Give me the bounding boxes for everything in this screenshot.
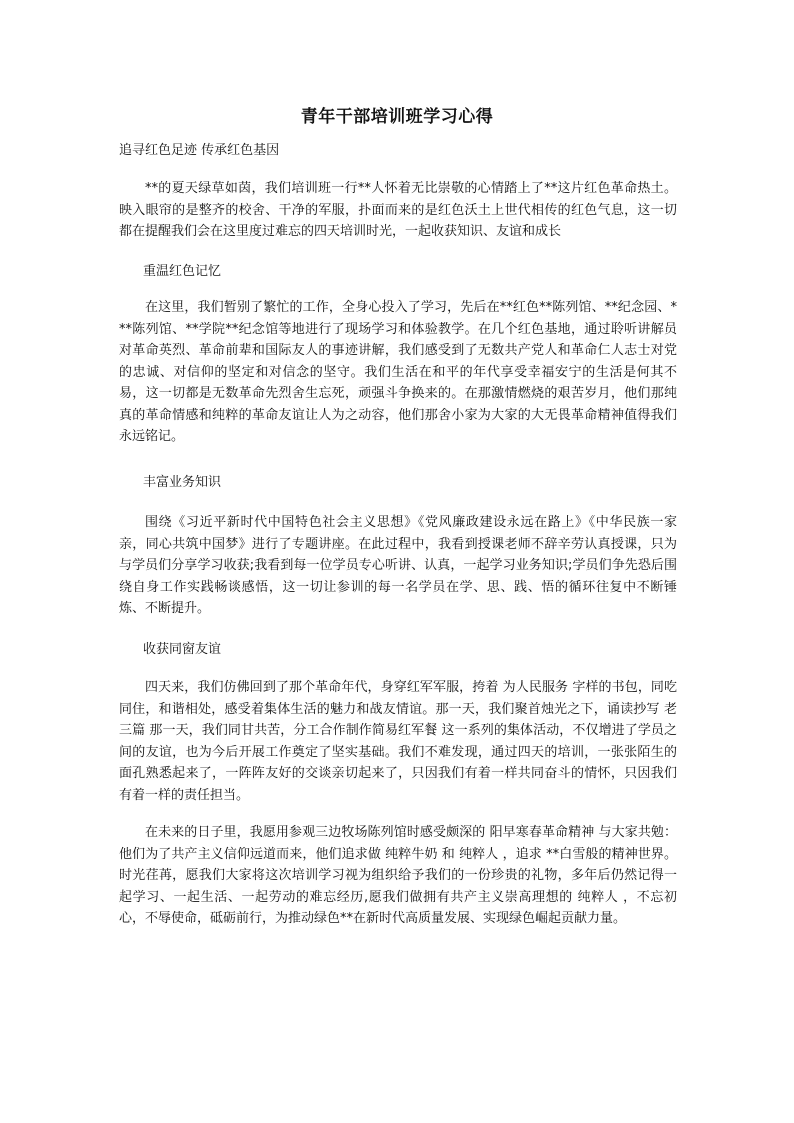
closing-paragraph: 在未来的日子里，我愿用参观三边牧场陈列馆时感受颇深的 阳早寒春革命精神 与大家共勉：他们为了共产主义信仰远道而来，他们追求做 纯粹牛奶 和 纯粹人 ，追求 **白雪般的精神世界。时光荏苒，愿我们大家将这次培训学习视为组织给予我们的一份珍贵的礼物，多年后仍然记得一起学习、一起生活、一起劳动的难忘经历,愿我们做拥有共产主义崇高理想的 纯粹人 ，不忘初心，不辱使命，砥砺前行，为推动绿色**在新时代高质量发展、实现绿色崛起贡献力量。 xyxy=(119,825,677,926)
section-heading: 收获同窗友谊 xyxy=(143,642,222,657)
section-body: 围绕《习近平新时代中国特色社会主义思想》《党风廉政建设永远在路上》《中华民族一家亲，同心共筑中国梦》进行了专题讲座。在此过程中，我看到授课老师不辞辛劳认真授课，只为与学员们分享学习收获;我看到每一位学员专心听讲、认真，一起学习业务知识;学员们争先恐后围绕自身工作实践畅谈感悟，这一切让参训的每一名学员在学、思、践、悟的循环往复中不断锤炼、不断提升。 xyxy=(119,515,677,616)
section-heading: 丰富业务知识 xyxy=(143,475,222,490)
section-heading: 重温红色记忆 xyxy=(143,264,222,279)
section-body: 四天来，我们仿佛回到了那个革命年代，身穿红军军服，挎着 为人民服务 字样的书包，同吃同住，和谐相处，感受着集体生活的魅力和战友情谊。那一天，我们聚首烛光之下，诵读抄写 老三篇 那一天，我们同甘共苦，分工合作制作简易红军餐 这一系列的集体活动，不仅增进了学员之间的友谊，也为今后开展工作奠定了坚实基础。我们不难发现，通过四天的培训，一张张陌生的面孔熟悉起来了，一阵阵友好的交谈亲切起来了，只因我们有着一样共同奋斗的情怀，只因我们有着一样的责任担当。 xyxy=(119,680,677,803)
document-subtitle: 追寻红色足迹 传承红色基因 xyxy=(119,143,280,158)
document-title: 青年干部培训班学习心得 xyxy=(300,107,494,127)
intro-paragraph: **的夏天绿草如茵，我们培训班一行**人怀着无比崇敬的心情踏上了**这片红色革命热土。映入眼帘的是整齐的校舍、干净的军服，扑面而来的是红色沃土上世代相传的红色气息，这一切都在提醒我们会在这里度过难忘的四天培训时光，一起收获知识、友谊和成长 xyxy=(119,181,677,239)
section-body: 在这里，我们暂别了繁忙的工作，全身心投入了学习，先后在**红色**陈列馆、**纪念园、***陈列馆、**学院**纪念馆等地进行了现场学习和体验教学。在几个红色基地，通过聆听讲解员对革命英烈、革命前辈和国际友人的事迹讲解，我们感受到了无数共产党人和革命仁人志士对党的忠诚、对信仰的坚定和对信念的坚守。我们生活在和平的年代享受幸福安宁的生活是何其不易，这一切都是无数革命先烈舍生忘死，顽强斗争换来的。在那激情燃烧的艰苦岁月，他们那纯真的革命情感和纯粹的革命友谊让人为之动容，他们那舍小家为大家的大无畏革命精神值得我们永远铭记。 xyxy=(119,300,677,444)
